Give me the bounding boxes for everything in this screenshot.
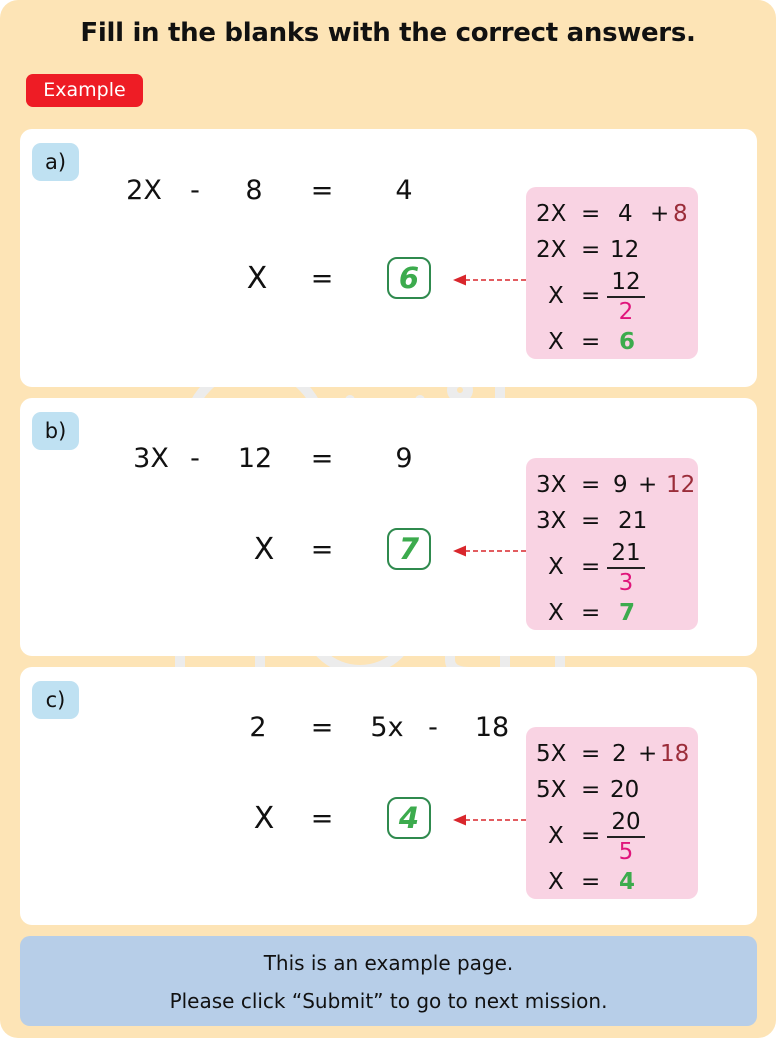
fraction-numerator: 21 [611,540,641,566]
equation-operator: - [190,175,200,206]
work-fraction [607,540,645,596]
answer-variable: X [253,801,275,836]
fraction-denominator: 2 [618,299,634,325]
fraction-numerator: 20 [611,809,641,835]
worked-solution-panel [526,187,698,359]
work-equals: = [581,869,601,895]
worked-solution-panel [526,727,698,899]
work-equals: = [581,329,601,355]
work-lhs: 5X [536,777,567,803]
work-result: 4 [619,869,636,895]
work-value: 12 [610,237,640,263]
answer-equals: = [310,263,334,294]
work-added-value: 12 [666,472,696,498]
work-equals: = [581,283,601,309]
fraction-numerator: 12 [611,269,641,295]
work-value: 20 [610,777,640,803]
work-value: 4 [618,201,633,227]
answer-equals: = [310,803,334,834]
footer-line-2: Please click “Submit” to go to next mission. [169,989,608,1013]
work-lhs: 5X [536,741,567,767]
work-equals: = [581,741,601,767]
equation-equals: = [310,175,334,206]
work-value: 9 [613,472,628,498]
footer-line-1: This is an example page. [263,951,514,975]
answer-box[interactable]: 4 [387,797,431,839]
work-equals: = [581,508,601,534]
work-equals: = [581,201,601,227]
work-lhs: 3X [536,472,567,498]
work-result: 6 [619,329,636,355]
work-lhs: X [548,869,564,895]
question-card-a [20,129,757,387]
work-lhs: X [548,329,564,355]
work-value: 2 [612,741,627,767]
instruction-title: Fill in the blanks with the correct answers. [80,18,696,48]
question-card-b [20,398,757,656]
work-lhs: X [548,554,564,580]
fraction-denominator: 5 [618,839,634,865]
work-fraction [607,269,645,325]
work-value: 21 [618,508,648,534]
work-lhs: 2X [536,237,567,263]
worked-solution-panel [526,458,698,630]
equation-term: 18 [474,712,510,743]
work-plus: + [650,201,670,227]
work-lhs: X [548,823,564,849]
example-badge: Example [26,74,143,107]
work-equals: = [581,600,601,626]
equation-operator: - [190,443,200,474]
work-equals: = [581,237,601,263]
work-plus: + [638,741,658,767]
equation-term: 8 [245,175,263,206]
answer-variable: X [253,532,275,567]
equation-term: 4 [395,175,413,206]
equation-equals: = [310,443,334,474]
equation-term: 2X [126,175,162,206]
question-label: b) [32,412,79,450]
fraction-bar [607,296,645,298]
work-plus: + [638,472,658,498]
question-label: a) [32,143,79,181]
work-lhs: X [548,283,564,309]
dashed-arrow-icon [453,273,529,287]
dashed-arrow-icon [453,813,529,827]
work-added-value: 18 [660,741,690,767]
work-fraction [607,809,645,865]
work-lhs: 3X [536,508,567,534]
equation-term: 2 [249,712,267,743]
work-equals: = [581,554,601,580]
equation-term: 9 [395,443,413,474]
work-lhs: X [548,600,564,626]
dashed-arrow-icon [453,544,529,558]
equation-term: 12 [237,443,273,474]
equation-operator: - [428,712,438,743]
info-footer [20,936,757,1026]
work-added-value: 8 [673,201,688,227]
question-card-c [20,667,757,925]
equation-equals: = [310,712,334,743]
equation-term: 5x [370,712,404,743]
answer-variable: X [246,261,268,296]
answer-box[interactable]: 6 [387,257,431,299]
fraction-bar [607,567,645,569]
fraction-denominator: 3 [618,570,634,596]
answer-equals: = [310,534,334,565]
work-equals: = [581,777,601,803]
equation-term: 3X [133,443,169,474]
work-equals: = [581,823,601,849]
work-result: 7 [619,600,636,626]
answer-box[interactable]: 7 [387,528,431,570]
fraction-bar [607,836,645,838]
question-label: c) [32,681,79,719]
work-equals: = [581,472,601,498]
work-lhs: 2X [536,201,567,227]
